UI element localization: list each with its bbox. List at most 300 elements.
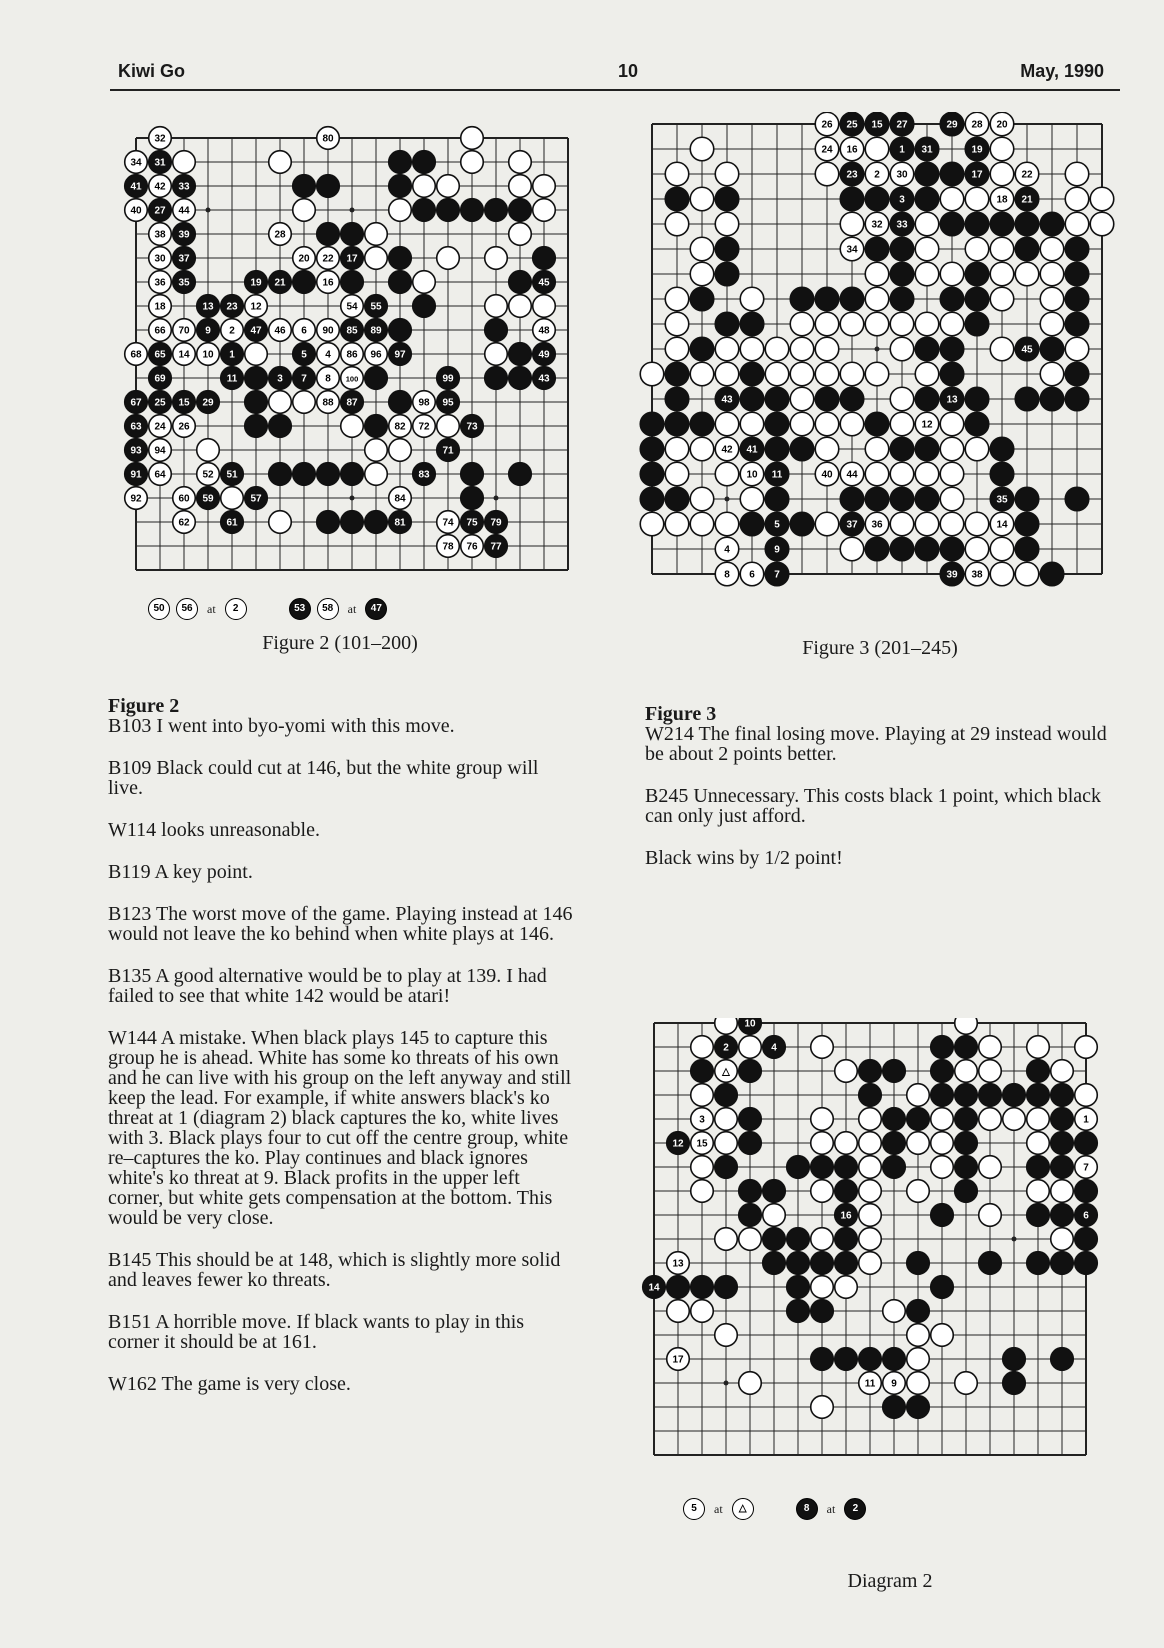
commentary-paragraph: W144 A mistake. When black plays 145 to capture this group he is ahead. White has some ko threats of his own and he can live with his group on the left anyway and still keep the lead. For example, if white answers black's ko threat at 1 (diagram 2) black captures the ko, white lives with 3. Black plays four to cut off the centre group, white re–captures the ko. Play continues and black ignores white's ko threat at 9. Black profits in the upper left corner, but white gets compensation at the bottom. This would be very close. xyxy=(108,1027,572,1229)
move-number: 1 xyxy=(1083,1114,1089,1126)
black-stone xyxy=(990,437,1014,461)
move-number: 14 xyxy=(178,349,190,361)
black-stone xyxy=(890,437,914,461)
move-number: 86 xyxy=(346,349,358,361)
white-stone xyxy=(890,462,914,486)
white-stone xyxy=(859,1132,882,1155)
white-stone xyxy=(715,562,739,586)
move-number: 96 xyxy=(370,349,382,361)
white-stone xyxy=(859,1372,882,1395)
white-stone xyxy=(890,512,914,536)
move-number: 78 xyxy=(442,541,454,553)
white-stone xyxy=(859,1180,882,1203)
move-number: 13 xyxy=(202,301,214,313)
black-stone xyxy=(955,1132,978,1155)
white-stone xyxy=(865,212,889,236)
black-stone xyxy=(533,271,556,294)
white-stone xyxy=(990,537,1014,561)
star-point xyxy=(724,1381,729,1386)
white-stone xyxy=(865,137,889,161)
white-stone xyxy=(715,212,739,236)
move-number: 45 xyxy=(538,277,550,289)
move-number: 33 xyxy=(178,181,190,193)
black-stone xyxy=(221,367,244,390)
white-stone xyxy=(990,162,1014,186)
black-stone xyxy=(389,151,412,174)
black-stone xyxy=(965,387,989,411)
white-stone xyxy=(931,1132,954,1155)
black-stone xyxy=(915,162,939,186)
move-number: 83 xyxy=(418,469,430,481)
white-stone xyxy=(811,1180,834,1203)
white-stone xyxy=(890,337,914,361)
move-number: 49 xyxy=(538,349,550,361)
black-stone xyxy=(437,439,460,462)
commentary-paragraph: W114 looks unreasonable. xyxy=(108,819,320,841)
black-stone xyxy=(740,437,764,461)
black-stone xyxy=(269,271,292,294)
white-stone xyxy=(173,511,196,534)
white-stone xyxy=(739,1036,762,1059)
white-stone xyxy=(990,187,1014,211)
black-stone xyxy=(1040,212,1064,236)
white-stone xyxy=(955,1060,978,1083)
black-stone xyxy=(365,367,388,390)
white-stone xyxy=(907,1324,930,1347)
black-stone xyxy=(835,1228,858,1251)
move-number: 74 xyxy=(442,517,454,529)
white-stone xyxy=(197,439,220,462)
star-point xyxy=(350,496,355,501)
white-stone xyxy=(865,362,889,386)
black-stone xyxy=(665,387,689,411)
white-stone xyxy=(437,535,460,558)
black-stone xyxy=(765,412,789,436)
move-number: 62 xyxy=(178,517,190,529)
white-stone xyxy=(955,1018,978,1034)
black-stone xyxy=(1015,337,1039,361)
commentary-paragraph: B103 I went into byo-yomi with this move. xyxy=(108,715,455,737)
move-number: 51 xyxy=(226,469,238,481)
white-stone xyxy=(1051,1180,1074,1203)
black-stone xyxy=(461,199,484,222)
white-stone xyxy=(149,223,172,246)
white-stone xyxy=(915,212,939,236)
white-stone xyxy=(740,462,764,486)
white-stone xyxy=(1040,362,1064,386)
move-number: 40 xyxy=(821,469,833,481)
white-stone xyxy=(640,362,664,386)
move-number: 84 xyxy=(394,493,406,505)
white-stone xyxy=(1090,212,1114,236)
white-stone xyxy=(1075,1036,1098,1059)
white-stone xyxy=(931,1108,954,1131)
move-number: 70 xyxy=(178,325,190,337)
black-stone xyxy=(915,337,939,361)
white-stone xyxy=(940,312,964,336)
white-stone xyxy=(790,312,814,336)
white-stone xyxy=(965,112,989,136)
white-stone xyxy=(690,137,714,161)
move-number: 8 xyxy=(724,569,730,581)
black-stone xyxy=(865,537,889,561)
white-stone xyxy=(1040,287,1064,311)
black-stone xyxy=(955,1036,978,1059)
white-stone-icon: 58 xyxy=(317,598,339,620)
black-stone xyxy=(740,312,764,336)
white-stone xyxy=(815,162,839,186)
move-number: 22 xyxy=(1021,169,1033,181)
move-number: 60 xyxy=(178,493,190,505)
move-number: 25 xyxy=(154,397,166,409)
white-stone xyxy=(149,295,172,318)
move-number: 42 xyxy=(721,444,733,456)
move-number: 30 xyxy=(154,253,166,265)
white-stone xyxy=(269,319,292,342)
black-stone xyxy=(533,343,556,366)
black-stone xyxy=(815,287,839,311)
white-stone xyxy=(931,1324,954,1347)
black-stone xyxy=(915,487,939,511)
move-number: 34 xyxy=(846,244,858,256)
white-stone xyxy=(790,362,814,386)
white-stone xyxy=(509,151,532,174)
white-stone xyxy=(840,412,864,436)
move-number: 28 xyxy=(971,119,983,131)
move-number: 3 xyxy=(699,1114,705,1126)
white-stone xyxy=(461,535,484,558)
move-number: 10 xyxy=(744,1018,756,1030)
white-stone xyxy=(715,462,739,486)
black-stone xyxy=(245,367,268,390)
white-stone xyxy=(715,512,739,536)
white-stone xyxy=(533,319,556,342)
white-stone xyxy=(221,487,244,510)
white-stone xyxy=(940,462,964,486)
star-point xyxy=(725,497,730,502)
black-stone xyxy=(197,487,220,510)
move-number: 95 xyxy=(442,397,454,409)
black-stone xyxy=(389,511,412,534)
white-stone xyxy=(665,512,689,536)
commentary-paragraph: B145 This should be at 148, which is slightly more solid and leaves fewer ko threats. xyxy=(108,1249,561,1291)
black-stone xyxy=(890,287,914,311)
white-stone xyxy=(815,312,839,336)
white-stone xyxy=(740,562,764,586)
white-stone xyxy=(990,512,1014,536)
black-stone xyxy=(149,391,172,414)
black-stone xyxy=(763,1228,786,1251)
black-stone xyxy=(437,391,460,414)
move-number: 36 xyxy=(871,519,883,531)
black-stone xyxy=(413,151,436,174)
black-stone xyxy=(293,367,316,390)
white-stone xyxy=(907,1180,930,1203)
white-stone xyxy=(840,137,864,161)
black-stone xyxy=(940,387,964,411)
white-stone xyxy=(691,1084,714,1107)
star-point xyxy=(1012,1237,1017,1242)
white-stone xyxy=(990,562,1014,586)
black-stone xyxy=(245,319,268,342)
white-stone xyxy=(1065,212,1089,236)
white-stone xyxy=(245,343,268,366)
move-number: 26 xyxy=(178,421,190,433)
black-stone xyxy=(915,137,939,161)
move-number: 18 xyxy=(154,301,166,313)
move-number: 2 xyxy=(229,325,235,337)
white-stone xyxy=(940,262,964,286)
move-number: 94 xyxy=(154,445,166,457)
black-stone xyxy=(965,162,989,186)
commentary-paragraph: Black wins by 1/2 point! xyxy=(645,847,843,869)
black-stone xyxy=(840,162,864,186)
move-number: 59 xyxy=(202,493,214,505)
white-stone xyxy=(125,343,148,366)
move-number: 46 xyxy=(274,325,286,337)
black-stone xyxy=(1027,1204,1050,1227)
white-stone xyxy=(485,343,508,366)
black-stone xyxy=(245,391,268,414)
white-stone xyxy=(293,199,316,222)
white-stone xyxy=(915,237,939,261)
black-stone xyxy=(1065,262,1089,286)
black-stone xyxy=(787,1228,810,1251)
white-stone xyxy=(690,512,714,536)
move-number: 32 xyxy=(871,219,883,231)
black-stone xyxy=(437,367,460,390)
black-stone xyxy=(890,487,914,511)
move-number: 92 xyxy=(130,493,142,505)
black-stone xyxy=(1051,1204,1074,1227)
white-stone xyxy=(149,463,172,486)
black-stone xyxy=(787,1156,810,1179)
black-stone xyxy=(715,237,739,261)
move-number: 36 xyxy=(154,277,166,289)
move-number: 34 xyxy=(130,157,142,169)
white-stone xyxy=(690,262,714,286)
black-stone xyxy=(173,247,196,270)
commentary-paragraph: W214 The final losing move. Playing at 29 instead would be about 2 points better. xyxy=(645,723,1107,765)
figure3-caption: Figure 3 (201–245) xyxy=(802,637,958,659)
black-stone xyxy=(1015,187,1039,211)
black-stone xyxy=(990,212,1014,236)
white-stone xyxy=(1015,262,1039,286)
black-stone xyxy=(1015,212,1039,236)
black-stone xyxy=(965,212,989,236)
black-stone xyxy=(840,112,864,136)
move-number: 65 xyxy=(154,349,166,361)
move-number: 7 xyxy=(1083,1162,1089,1174)
black-stone xyxy=(931,1036,954,1059)
move-number: 90 xyxy=(322,325,334,337)
white-stone xyxy=(915,462,939,486)
move-number: 57 xyxy=(250,493,262,505)
black-stone xyxy=(763,1036,786,1059)
white-stone xyxy=(485,295,508,318)
white-stone xyxy=(149,271,172,294)
move-number: 54 xyxy=(346,301,358,313)
white-stone xyxy=(149,127,172,150)
white-stone xyxy=(739,1228,762,1251)
white-stone xyxy=(811,1036,834,1059)
black-stone xyxy=(715,387,739,411)
white-stone xyxy=(965,237,989,261)
black-stone xyxy=(1065,237,1089,261)
go-board-figure2 xyxy=(108,124,574,584)
white-stone xyxy=(865,312,889,336)
newsletter-title: Kiwi Go xyxy=(118,61,185,81)
black-stone xyxy=(940,337,964,361)
black-stone xyxy=(955,1156,978,1179)
white-stone xyxy=(815,112,839,136)
black-stone xyxy=(293,343,316,366)
move-number: 23 xyxy=(226,301,238,313)
white-stone xyxy=(691,1180,714,1203)
white-stone xyxy=(940,412,964,436)
move-number: 8 xyxy=(325,373,331,385)
black-stone xyxy=(413,463,436,486)
white-stone xyxy=(811,1276,834,1299)
black-stone xyxy=(533,367,556,390)
black-stone xyxy=(890,537,914,561)
page-header xyxy=(110,55,1120,91)
black-stone xyxy=(533,247,556,270)
move-number: 99 xyxy=(442,373,454,385)
white-stone xyxy=(965,437,989,461)
black-stone xyxy=(940,562,964,586)
move-number: 13 xyxy=(672,1258,684,1270)
black-stone xyxy=(1065,287,1089,311)
white-stone-icon: 5 xyxy=(683,1498,705,1520)
black-stone xyxy=(1051,1252,1074,1275)
black-stone-icon: 8 xyxy=(796,1498,818,1520)
black-stone xyxy=(931,1084,954,1107)
black-stone xyxy=(915,187,939,211)
white-stone-icon: 2 xyxy=(225,598,247,620)
move-number: 9 xyxy=(774,544,780,556)
move-number: 4 xyxy=(724,544,730,556)
white-stone xyxy=(667,1348,690,1371)
white-stone xyxy=(269,511,292,534)
move-number: 3 xyxy=(277,373,283,385)
black-stone xyxy=(1040,562,1064,586)
black-stone xyxy=(979,1084,1002,1107)
black-stone xyxy=(1051,1156,1074,1179)
figure3-heading: Figure 3 xyxy=(645,703,717,725)
black-stone xyxy=(965,287,989,311)
move-number: 12 xyxy=(921,419,933,431)
move-number: 40 xyxy=(130,205,142,217)
black-stone xyxy=(389,319,412,342)
black-stone xyxy=(859,1060,882,1083)
white-stone xyxy=(665,287,689,311)
white-stone xyxy=(665,462,689,486)
move-number: 6 xyxy=(749,569,755,581)
black-stone xyxy=(691,1060,714,1083)
white-stone xyxy=(715,1324,738,1347)
white-stone xyxy=(859,1156,882,1179)
white-stone xyxy=(955,1372,978,1395)
black-stone xyxy=(341,247,364,270)
black-stone xyxy=(840,187,864,211)
white-stone xyxy=(269,391,292,414)
move-number: 21 xyxy=(1021,194,1033,206)
white-stone xyxy=(665,437,689,461)
black-stone xyxy=(293,271,316,294)
move-number: 71 xyxy=(442,445,454,457)
move-number: 29 xyxy=(202,397,214,409)
white-stone xyxy=(149,319,172,342)
white-stone xyxy=(890,412,914,436)
move-number: 39 xyxy=(946,569,958,581)
black-stone xyxy=(739,1204,762,1227)
black-stone xyxy=(1051,1084,1074,1107)
black-stone xyxy=(149,199,172,222)
black-stone xyxy=(317,511,340,534)
white-stone xyxy=(1027,1132,1050,1155)
black-stone xyxy=(940,162,964,186)
white-stone xyxy=(979,1204,1002,1227)
black-stone xyxy=(341,463,364,486)
move-number: 7 xyxy=(774,569,780,581)
black-stone xyxy=(835,1204,858,1227)
black-stone xyxy=(1003,1372,1026,1395)
black-stone xyxy=(763,1252,786,1275)
move-number: 97 xyxy=(394,349,406,361)
white-stone xyxy=(940,487,964,511)
black-stone xyxy=(125,391,148,414)
black-stone xyxy=(691,1276,714,1299)
white-stone xyxy=(317,367,340,390)
white-stone xyxy=(840,362,864,386)
white-stone xyxy=(173,199,196,222)
black-stone xyxy=(739,1060,762,1083)
white-stone xyxy=(890,312,914,336)
white-stone xyxy=(811,1396,834,1419)
white-stone xyxy=(940,437,964,461)
move-number: 2 xyxy=(723,1042,729,1054)
black-stone xyxy=(940,287,964,311)
legend-at-label: at xyxy=(714,1501,723,1516)
white-stone xyxy=(341,343,364,366)
black-stone xyxy=(890,262,914,286)
white-stone-icon: △ xyxy=(732,1498,754,1520)
go-board-figure3 xyxy=(632,112,1122,600)
white-stone xyxy=(690,437,714,461)
commentary-paragraph: B151 A horrible move. If black wants to play in this corner it should be at 161. xyxy=(108,1311,525,1353)
black-stone xyxy=(907,1108,930,1131)
black-stone xyxy=(665,187,689,211)
star-point xyxy=(494,496,499,501)
black-stone xyxy=(915,437,939,461)
diagram2-caption: Diagram 2 xyxy=(847,1570,933,1592)
black-stone xyxy=(907,1300,930,1323)
black-stone xyxy=(955,1180,978,1203)
move-number: 15 xyxy=(696,1138,708,1150)
black-stone xyxy=(787,1300,810,1323)
move-number: 45 xyxy=(1021,344,1033,356)
move-number: 80 xyxy=(322,133,334,145)
black-stone xyxy=(965,312,989,336)
black-stone xyxy=(865,412,889,436)
white-stone xyxy=(317,391,340,414)
black-stone xyxy=(690,412,714,436)
black-stone-icon: 47 xyxy=(365,598,387,620)
black-stone xyxy=(389,175,412,198)
white-stone xyxy=(811,1228,834,1251)
move-number: 5 xyxy=(301,349,307,361)
